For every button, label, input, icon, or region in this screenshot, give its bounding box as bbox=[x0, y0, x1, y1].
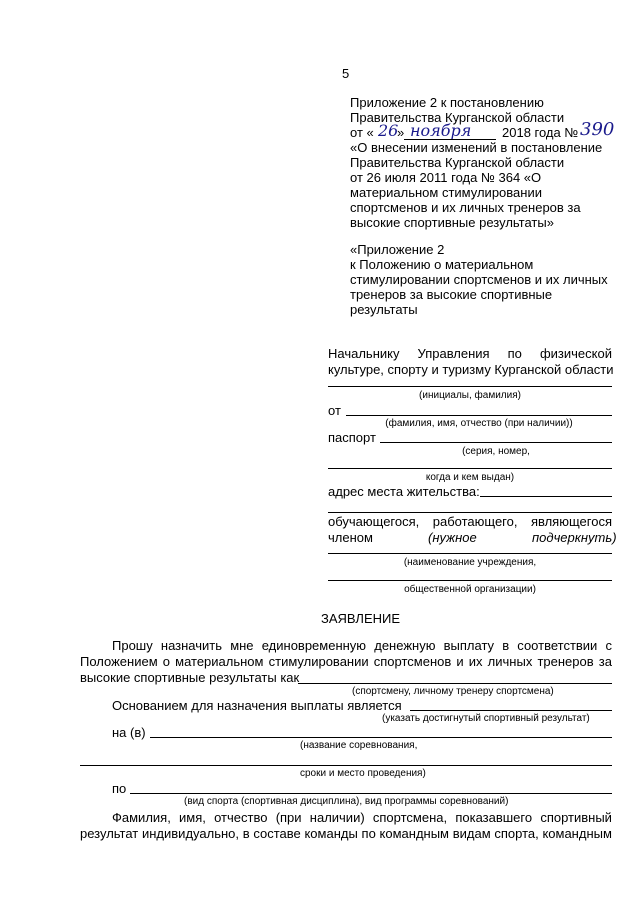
paragraph-word: тренеров bbox=[537, 654, 594, 669]
paragraph-word: их bbox=[468, 654, 483, 669]
paragraph-word: за bbox=[598, 654, 612, 669]
appendix2-line-1: «Приложение 2 bbox=[350, 242, 445, 257]
passport-label: паспорт bbox=[328, 430, 376, 445]
paragraph-word: по bbox=[361, 826, 376, 841]
addressee-line-1 bbox=[328, 346, 612, 361]
paragraph-word: мне bbox=[230, 638, 254, 653]
addressee-line-2: культуре, спорту и туризму Курганской области bbox=[328, 362, 614, 377]
paragraph-word: индивидуально, bbox=[141, 826, 239, 841]
addressee-word: Управления bbox=[417, 346, 490, 361]
appendix-year: 2018 года № bbox=[502, 125, 579, 140]
appendix-quote-close: » bbox=[397, 125, 405, 140]
addressee-word: Начальнику bbox=[328, 346, 400, 361]
handwritten-number: 390 bbox=[580, 119, 615, 140]
address-field-line-2[interactable] bbox=[328, 512, 612, 513]
paragraph-word: назначить bbox=[160, 638, 223, 653]
hint-initials: (инициалы, фамилия) bbox=[419, 390, 521, 401]
hint-needed: (нужное bbox=[428, 530, 477, 545]
paragraph-word: Положением bbox=[80, 654, 158, 669]
paragraph-word: команды bbox=[304, 826, 358, 841]
paragraph-word: спортсменов bbox=[373, 654, 452, 669]
paragraph-word: выплату bbox=[443, 638, 495, 653]
paragraph-word: спортсмена, bbox=[372, 810, 448, 825]
status-word: являющегося bbox=[530, 514, 612, 529]
passport-field[interactable] bbox=[380, 442, 612, 443]
paragraph-word: в bbox=[502, 638, 510, 653]
organization-field[interactable] bbox=[328, 580, 612, 581]
paragraph-word: командным bbox=[379, 826, 449, 841]
paragraph-1-line-1 bbox=[112, 638, 612, 653]
paragraph-word: (при bbox=[275, 810, 302, 825]
address-field[interactable] bbox=[480, 496, 612, 497]
addressee-word: физической bbox=[539, 346, 612, 361]
paragraph-word: имя, bbox=[179, 810, 206, 825]
paragraph-word: соответствии bbox=[517, 638, 598, 653]
recipient-field[interactable] bbox=[298, 683, 612, 684]
appendix2-line-5: результаты bbox=[350, 302, 418, 317]
paragraph-word: видам bbox=[452, 826, 491, 841]
page-number: 5 bbox=[342, 66, 350, 81]
paragraph-word: в bbox=[242, 826, 250, 841]
addressee-word: по bbox=[507, 346, 522, 361]
appendix-line-6: от 26 июля 2011 года № 364 «О bbox=[350, 170, 542, 185]
on-label: на (в) bbox=[112, 725, 146, 740]
paragraph-word: показавшего bbox=[455, 810, 533, 825]
paragraph-1-line-3: высокие спортивные результаты как bbox=[80, 670, 300, 685]
appendix-line-1: Приложение 2 к постановлению bbox=[350, 95, 544, 110]
appendix-line-4: «О внесении изменений в постановление bbox=[350, 140, 603, 155]
appendix-line-5: Правительства Курганской области bbox=[350, 155, 565, 170]
from-label: от bbox=[328, 403, 341, 418]
paragraph-2-line-2 bbox=[80, 826, 612, 841]
paragraph-word: спорта, bbox=[494, 826, 539, 841]
paragraph-word: о bbox=[162, 654, 170, 669]
appendix2-line-2: к Положению о материальном bbox=[350, 257, 534, 272]
initials-field[interactable] bbox=[328, 386, 612, 387]
hint-who: (спортсмену, личному тренеру спортсмена) bbox=[352, 686, 554, 697]
hint-fio: (фамилия, имя, отчество (при наличии)) bbox=[385, 418, 573, 429]
status-word: работающего, bbox=[432, 514, 518, 529]
member-label: членом bbox=[328, 530, 373, 545]
competition-dates-field[interactable] bbox=[80, 765, 612, 766]
status-word: обучающегося, bbox=[328, 514, 420, 529]
appendix-line-3-prefix: от « bbox=[350, 125, 374, 140]
paragraph-word: единовременную bbox=[261, 638, 367, 653]
hint-issued: когда и кем выдан) bbox=[425, 472, 515, 483]
paragraph-word: результат bbox=[80, 826, 139, 841]
sport-field[interactable] bbox=[130, 793, 612, 794]
paragraph-2-line-1 bbox=[112, 810, 612, 825]
paragraph-word: стимулировании bbox=[268, 654, 369, 669]
paragraph-word: личных bbox=[487, 654, 533, 669]
handwritten-day: 26 bbox=[378, 121, 399, 140]
hint-competition: (название соревнования, bbox=[300, 740, 418, 751]
basis-field[interactable] bbox=[410, 710, 612, 711]
hint-institution: (наименование учреждения, bbox=[403, 557, 537, 568]
paragraph-word: с bbox=[605, 638, 612, 653]
appendix-line-8: спортсменов и их личных тренеров за bbox=[350, 200, 581, 215]
paragraph-word: Прошу bbox=[112, 638, 153, 653]
handwritten-month: ноября bbox=[410, 121, 472, 140]
statement-title: ЗАЯВЛЕНИЕ bbox=[321, 611, 401, 626]
paragraph-word: отчество bbox=[214, 810, 268, 825]
address-label: адрес места жительства: bbox=[328, 484, 480, 499]
status-line bbox=[328, 514, 612, 529]
hint-series: (серия, номер, bbox=[462, 446, 530, 457]
hint-underline: подчеркнуть) bbox=[532, 530, 617, 545]
appendix2-line-3: стимулировании спортсменов и их личных bbox=[350, 272, 608, 287]
paragraph-word: материальном bbox=[175, 654, 264, 669]
appendix-line-7: материальном стимулировании bbox=[350, 185, 542, 200]
appendix-line-9: высокие спортивные результаты» bbox=[350, 215, 554, 230]
institution-field[interactable] bbox=[328, 553, 612, 554]
paragraph-word: Фамилия, bbox=[112, 810, 171, 825]
fio-field[interactable] bbox=[346, 415, 612, 416]
hint-dates: сроки и место проведения) bbox=[300, 768, 426, 779]
passport-issued-field[interactable] bbox=[328, 468, 612, 469]
hint-sport: (вид спорта (спортивная дисциплина), вид программы соревнований) bbox=[184, 796, 509, 807]
paragraph-1-line-2 bbox=[80, 654, 612, 669]
appendix2-line-4: тренеров за высокие спортивные bbox=[350, 287, 553, 302]
paragraph-word: денежную bbox=[374, 638, 436, 653]
paragraph-word: наличии) bbox=[309, 810, 365, 825]
appendix-line-2: Правительства Курганской области bbox=[350, 110, 565, 125]
paragraph-word: и bbox=[456, 654, 464, 669]
paragraph-word: составе bbox=[253, 826, 301, 841]
hint-organization: общественной организации) bbox=[404, 584, 536, 595]
paragraph-word: командным bbox=[542, 826, 612, 841]
paragraph-word: спортивный bbox=[540, 810, 612, 825]
by-label: по bbox=[112, 781, 127, 796]
basis-text: Основанием для назначения выплаты является bbox=[112, 698, 402, 713]
competition-field[interactable] bbox=[150, 737, 612, 738]
hint-result: (указать достигнутый спортивный результат) bbox=[382, 713, 590, 724]
